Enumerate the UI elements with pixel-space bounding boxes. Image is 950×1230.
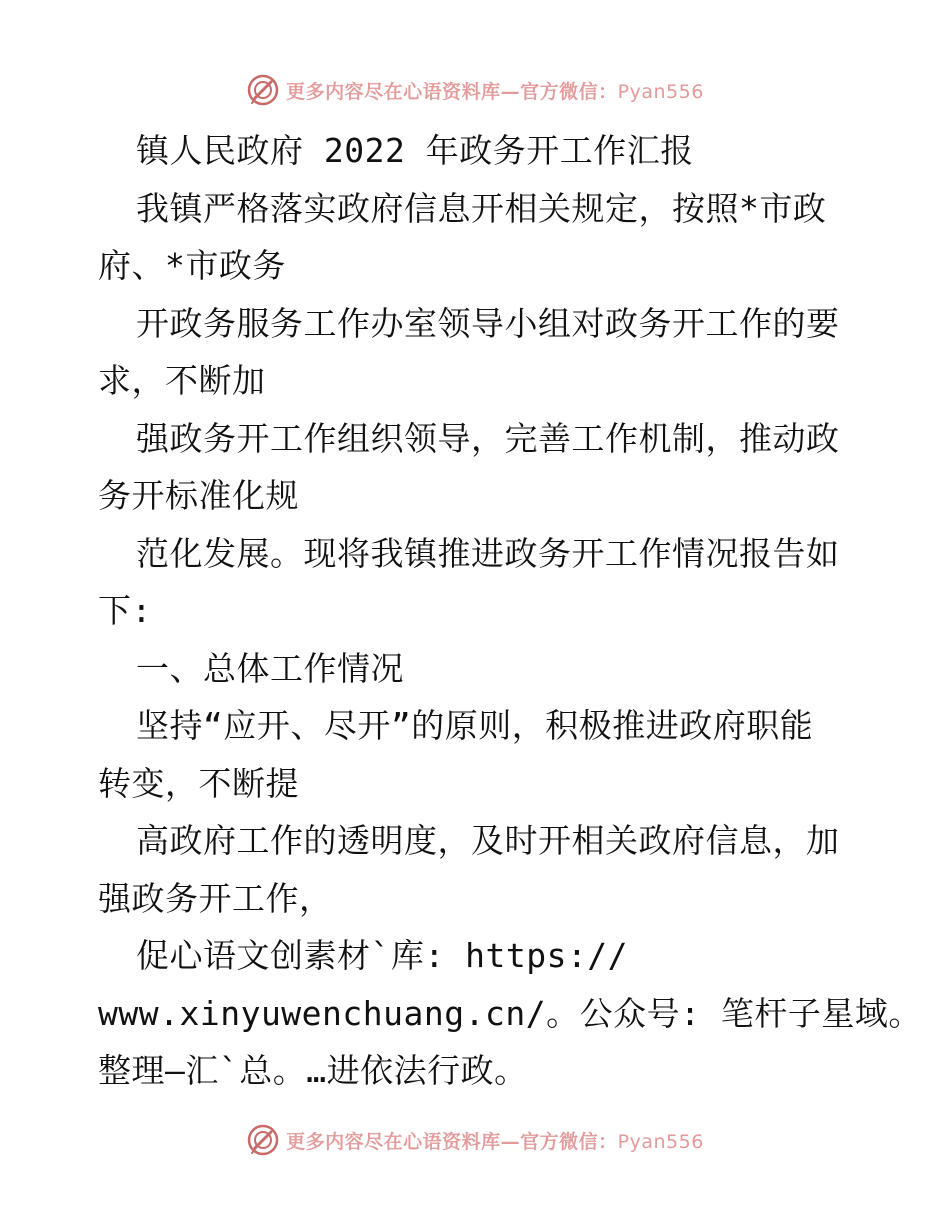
footer-watermark: [0, 1120, 950, 1160]
paragraph-line: 促心语文创素材`库: https://: [136, 936, 629, 975]
paragraph-line: 下:: [98, 591, 152, 630]
watermark-text: 更多内容尽在心语资料库—官方微信：Pyan556: [286, 80, 704, 103]
paragraph-line: 一、总体工作情况: [136, 648, 404, 688]
paragraph-line: 转变，不断提: [98, 763, 299, 803]
document-body: [98, 122, 922, 1100]
paragraph-line: 我镇严格落实政府信息开相关规定，按照*市政: [136, 188, 827, 228]
paragraph-line: 高政府工作的透明度，及时开相关政府信息，加: [136, 821, 840, 860]
circular-seal-logo-icon: [246, 73, 280, 107]
paragraph-line: 强政务开工作组织领导，完善工作机制，推动政: [136, 418, 840, 458]
paragraph-line: 范化发展。现将我镇推进政务开工作情况报告如: [136, 533, 840, 573]
paragraph-line: 整理—汇`总。…进依法行政。: [98, 1051, 528, 1090]
paragraph-line: 镇人民政府 2022 年政务开工作汇报: [136, 131, 694, 170]
paragraph-line: 开政务服务工作办室领导小组对政务开工作的要: [136, 303, 840, 343]
paragraph-line: 务开标准化规: [98, 476, 299, 515]
watermark-text: 更多内容尽在心语资料库—官方微信：Pyan556: [286, 1130, 704, 1153]
paragraph-line: 府、*市政务: [98, 246, 286, 285]
paragraph-line: 坚持“应开、尽开”的原则，积极推进政府职能: [136, 706, 814, 745]
paragraph-line: 强政务开工作，: [98, 878, 333, 918]
circular-seal-logo-icon: [246, 1123, 280, 1157]
paragraph-line: 求，不断加: [98, 361, 266, 400]
header-watermark: [0, 70, 950, 110]
paragraph-line: www.xinyuwenchuang.cn/。公众号: 笔杆子星域。: [98, 993, 922, 1033]
